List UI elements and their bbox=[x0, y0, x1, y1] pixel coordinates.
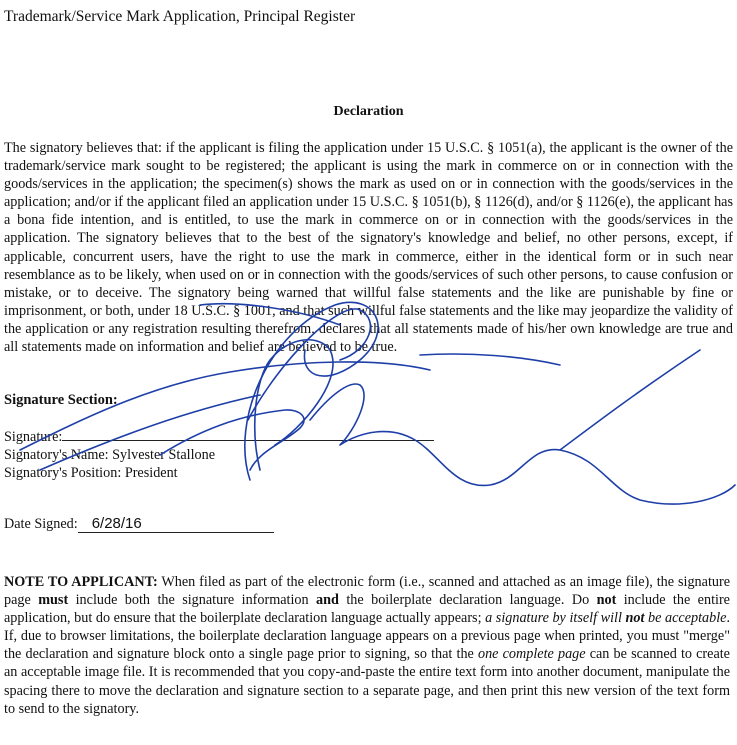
signature-line bbox=[62, 440, 434, 441]
note-text-6: can be scanned to create an acceptable image file. It is recommended that you copy-and-paste the entire text form into another document, manipulate the spacing there to move the declaration and signature section to a separate page, and then print this new version of the text form to send to the signatory. bbox=[4, 646, 730, 717]
signature-label: Signature: bbox=[4, 429, 63, 445]
signatory-position-label: Signatory's Position: bbox=[4, 465, 122, 481]
note-text-2: include both the signature information bbox=[68, 592, 317, 609]
signatory-name-row bbox=[4, 446, 215, 464]
date-signed-value: 6/28/16 bbox=[78, 515, 274, 533]
declaration-body: The signatory believes that: if the applicant is filing the application under 15 U.S.C. § 1051(a), the applicant is the owner of the trademark/service mark sought to be registered; the applicant is using the mark in commerce on or in connection with the goods/services in the application; the specimen(s) shows the mark as used on or in connection with the goods/services in the application; and/or if the applicant filed an application under 15 U.S.C. § 1051(b), § 1126(d), and/or § 1126(e), the applicant has a bona fide intention, and is entitled, to use the mark in commerce on or in connection with the goods/services in the application. The signatory believes that to the best of the signatory's knowledge and belief, no other persons, except, if applicable, concurrent users, have the right to use the mark in commerce, either in the identical form or in such near resemblance as to be likely, when used on or in connection with the goods/services of such other persons, to cause confusion or mistake, or to deceive. The signatory being warned that willful false statements and the like are punishable by fine or imprisonment, or both, under 18 U.S.C. § 1001, and that such willful false statements and the like may jeopardize the validity of the application or any registration resulting therefrom, declares that all statements made of his/her own knowledge are true and all statements made on information and belief are believed to be true. bbox=[4, 140, 733, 356]
note-text-4: include the entire application, but do ensure that the boilerplate declaration language actually appears; bbox=[4, 592, 730, 627]
document-header: Trademark/Service Mark Application, Principal Register bbox=[4, 8, 356, 25]
note-text-1: When filed as part of the electronic form (i.e., scanned and attached as an image file), the signature page bbox=[4, 574, 731, 609]
note-not: not bbox=[596, 592, 617, 609]
note-lead: NOTE TO APPLICANT: bbox=[4, 574, 158, 590]
signatory-name-label: Signatory's Name: bbox=[4, 447, 109, 463]
note-not-italic: not bbox=[625, 610, 645, 627]
note-must: must bbox=[38, 592, 69, 609]
signatory-position-row bbox=[4, 464, 178, 482]
declaration-heading: Declaration bbox=[333, 104, 404, 119]
note-and: and bbox=[316, 592, 339, 609]
note-italic-3: one complete page bbox=[477, 646, 586, 663]
date-signed-row bbox=[4, 515, 274, 533]
signatory-position-value: President bbox=[124, 465, 178, 481]
signature-stroke bbox=[560, 350, 700, 450]
note-text-5: . If, due to browser limitations, the boilerplate declaration language appears on a previous page when printed, you must "merge" the declaration and signature block onto a single page prior to signing, so that the bbox=[4, 610, 731, 663]
signature-row bbox=[4, 428, 434, 446]
note-text-3: the boilerplate declaration language. Do bbox=[338, 592, 597, 609]
note-italic-1: a signature by itself will bbox=[485, 610, 626, 627]
note-to-applicant bbox=[4, 573, 730, 718]
signature-section-heading: Signature Section: bbox=[4, 392, 118, 408]
note-italic-2: be acceptable bbox=[644, 610, 727, 627]
date-signed-label: Date Signed: bbox=[4, 516, 78, 532]
signatory-name-value: Sylvester Stallone bbox=[112, 447, 216, 463]
signature-stroke bbox=[255, 340, 333, 470]
